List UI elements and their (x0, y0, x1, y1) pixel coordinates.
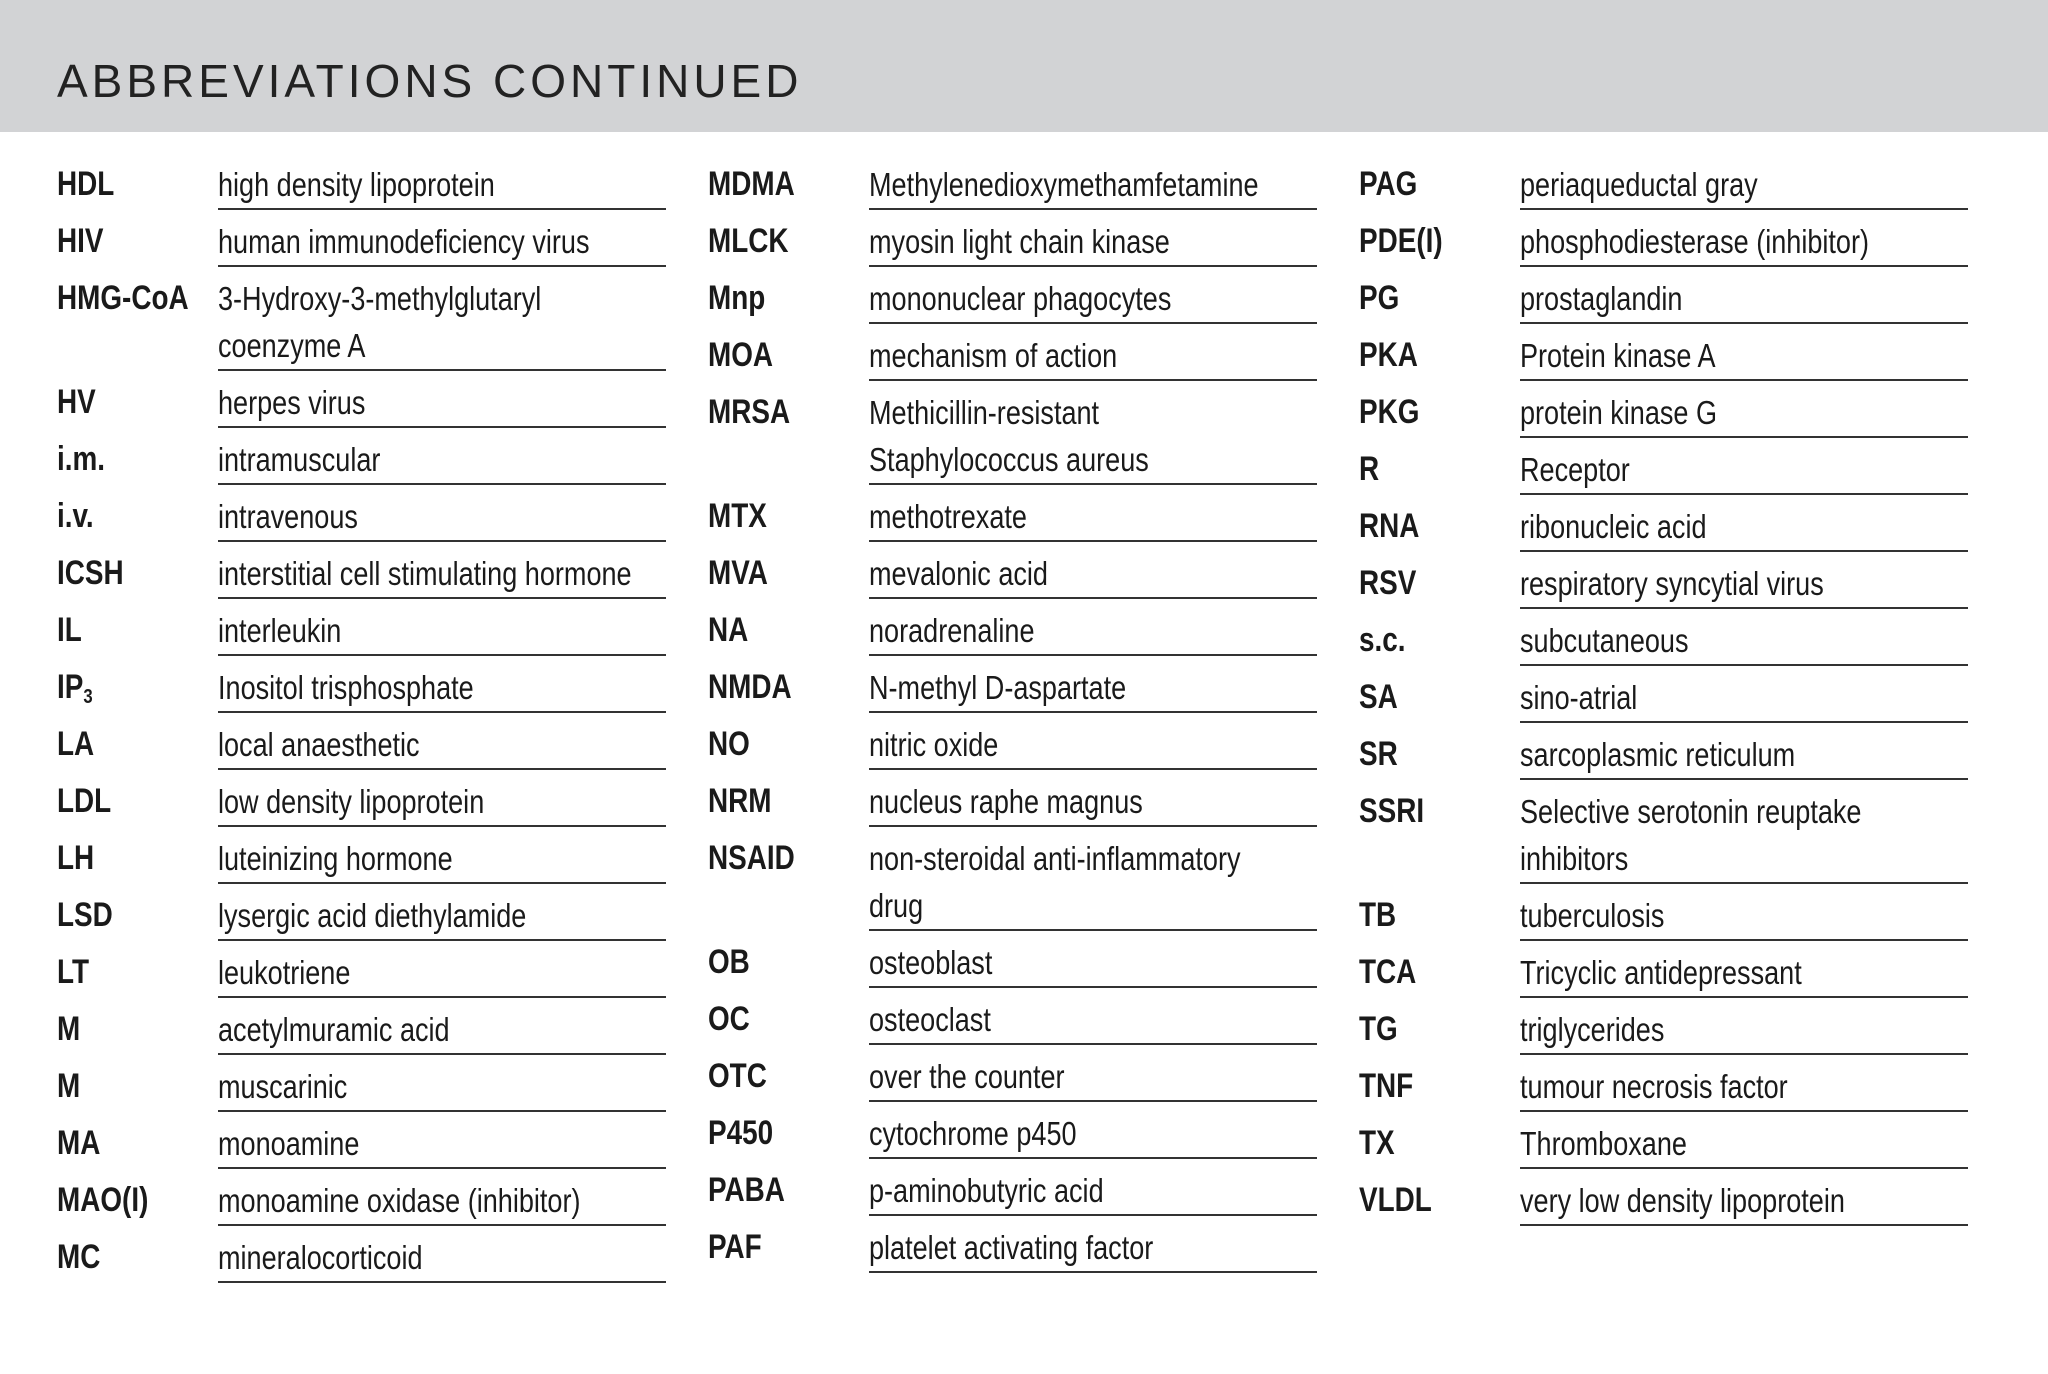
abbreviation-term (1359, 383, 1419, 435)
abbreviation-term (1359, 440, 1379, 492)
abbreviation-definition (1520, 440, 1968, 495)
abbreviation-definition (1520, 668, 1968, 723)
abbreviation-term-text: NO (708, 725, 750, 763)
abbreviation-definition (218, 943, 666, 998)
abbreviation-term (57, 658, 93, 710)
abbreviation-term (57, 772, 111, 824)
abbreviation-definition (1520, 326, 1968, 381)
abbreviation-term-text: s.c. (1359, 621, 1406, 659)
abbreviation-term-text: SSRI (1359, 792, 1425, 830)
abbreviation-definition (1520, 1000, 1968, 1055)
abbreviation-term (708, 212, 789, 264)
abbreviation-definition (1520, 886, 1968, 941)
abbreviation-definition (218, 715, 666, 770)
abbreviation-term (57, 487, 94, 539)
abbreviation-term (1359, 1000, 1398, 1052)
definition-line: periaqueductal gray (1520, 166, 1758, 203)
definition-line: human immunodeficiency virus (218, 223, 590, 260)
definition-line: subcutaneous (1520, 622, 1689, 659)
definition-line: triglycerides (1520, 1011, 1665, 1048)
abbreviation-term (708, 1161, 785, 1213)
abbreviation-term-text: PAG (1359, 165, 1418, 203)
abbreviation-term (1359, 886, 1396, 938)
definition-line: sino-atrial (1520, 679, 1638, 716)
definition-line: 3-Hydroxy-3-methylglutaryl (218, 280, 542, 317)
definition-line: intravenous (218, 498, 358, 535)
abbreviation-definition (869, 933, 1317, 988)
abbreviation-definition (869, 1161, 1317, 1216)
abbreviation-term (708, 155, 795, 207)
definition-line: nucleus raphe magnus (869, 783, 1143, 820)
definition-line: intramuscular (218, 441, 381, 478)
abbreviation-term-text: RNA (1359, 507, 1420, 545)
definition-line: myosin light chain kinase (869, 223, 1170, 260)
abbreviation-definition (869, 715, 1317, 770)
abbreviation-term-text: PG (1359, 279, 1400, 317)
abbreviation-definition (869, 1218, 1317, 1273)
definition-line: monoamine oxidase (inhibitor) (218, 1182, 581, 1219)
abbreviation-definition (218, 658, 666, 713)
definition-line: noradrenaline (869, 612, 1035, 649)
definition-line: leukotriene (218, 954, 351, 991)
definition-line: muscarinic (218, 1068, 348, 1105)
abbreviation-definition (1520, 497, 1968, 552)
abbreviation-term-text: RSV (1359, 564, 1417, 602)
abbreviation-term (57, 544, 124, 596)
definition-line: osteoblast (869, 944, 993, 981)
abbreviation-definition (1520, 212, 1968, 267)
definition-line: very low density lipoprotein (1520, 1182, 1845, 1219)
abbreviation-term-text: PKA (1359, 336, 1418, 374)
abbreviation-term-text: LH (57, 839, 95, 877)
abbreviation-definition (1520, 554, 1968, 609)
definition-line: herpes virus (218, 384, 366, 421)
abbreviation-definition (869, 658, 1317, 713)
definition-line: nitric oxide (869, 726, 999, 763)
abbreviation-term (708, 933, 750, 985)
abbreviation-term (1359, 155, 1417, 207)
abbreviation-term-text: IP (57, 668, 84, 706)
abbreviation-term-text: LSD (57, 896, 113, 934)
abbreviation-term-text: TX (1359, 1124, 1395, 1162)
abbreviation-term (1359, 611, 1406, 663)
definition-line: tumour necrosis factor (1520, 1068, 1788, 1105)
abbreviation-definition (869, 269, 1317, 324)
abbreviation-definition (218, 269, 666, 371)
page-header (0, 0, 2048, 132)
abbreviation-term-text: SR (1359, 735, 1398, 773)
abbreviation-definition (218, 212, 666, 267)
abbreviation-term-text: MLCK (708, 222, 789, 260)
definition-line: ribonucleic acid (1520, 508, 1707, 545)
abbreviation-term (708, 1218, 762, 1270)
abbreviation-term-text: TCA (1359, 953, 1417, 991)
abbreviation-term-text: TG (1359, 1010, 1398, 1048)
abbreviation-definition (218, 487, 666, 542)
abbreviation-term-text: MAO(I) (57, 1181, 149, 1219)
definition-line: p-aminobutyric acid (869, 1172, 1104, 1209)
definition-line: lysergic acid diethylamide (218, 897, 527, 934)
definition-line: mononuclear phagocytes (869, 280, 1172, 317)
abbreviation-term-text: MC (57, 1238, 101, 1276)
abbreviation-term-text: LA (57, 725, 95, 763)
abbreviation-term-text: MTX (708, 497, 767, 535)
definition-line: local anaesthetic (218, 726, 420, 763)
abbreviation-definition (1520, 1114, 1968, 1169)
abbreviation-term-text: PABA (708, 1171, 785, 1209)
definition-line: Protein kinase A (1520, 337, 1716, 374)
definition-line: mevalonic acid (869, 555, 1048, 592)
abbreviation-definition (869, 1104, 1317, 1159)
abbreviation-term (1359, 554, 1416, 606)
abbreviation-term (57, 1057, 80, 1109)
abbreviation-term-text: MRSA (708, 393, 791, 431)
definition-line: non-steroidal anti-inflammatory (869, 840, 1241, 877)
abbreviation-term-text: PKG (1359, 393, 1420, 431)
abbreviation-term-text: i.v. (57, 497, 94, 535)
abbreviation-definition (1520, 1057, 1968, 1112)
abbreviation-term (1359, 725, 1398, 777)
abbreviation-term (57, 155, 114, 207)
abbreviation-term-text: MA (57, 1124, 101, 1162)
definition-line: drug (869, 887, 924, 924)
abbreviation-definition (869, 1047, 1317, 1102)
definition-line: Thromboxane (1520, 1125, 1687, 1162)
definition-line: sarcoplasmic reticulum (1520, 736, 1796, 773)
abbreviation-term-text: PAF (708, 1228, 762, 1266)
definition-line: protein kinase G (1520, 394, 1718, 431)
abbreviation-definition (869, 383, 1317, 485)
abbreviation-term (1359, 943, 1416, 995)
abbreviation-term-text: M (57, 1010, 81, 1048)
definition-line: over the counter (869, 1058, 1065, 1095)
abbreviation-definition (218, 886, 666, 941)
abbreviation-term (1359, 1171, 1432, 1223)
abbreviation-term-text: ICSH (57, 554, 124, 592)
abbreviation-term (1359, 497, 1419, 549)
abbreviation-definition (869, 601, 1317, 656)
abbreviation-definition (218, 373, 666, 428)
definition-line: mechanism of action (869, 337, 1118, 374)
definition-line: respiratory syncytial virus (1520, 565, 1824, 602)
abbreviation-term (1359, 1114, 1395, 1166)
definition-line: acetylmuramic acid (218, 1011, 450, 1048)
abbreviation-subscript: 3 (83, 686, 93, 709)
abbreviation-term-text: NSAID (708, 839, 795, 877)
abbreviation-definition (218, 544, 666, 599)
abbreviation-term (57, 269, 189, 321)
abbreviation-term-text: PDE(I) (1359, 222, 1443, 260)
abbreviation-term (708, 487, 767, 539)
abbreviation-term-text: NRM (708, 782, 772, 820)
abbreviation-term-text: TB (1359, 896, 1397, 934)
definition-line: osteoclast (869, 1001, 991, 1038)
abbreviation-term (1359, 668, 1398, 720)
abbreviation-term-text: R (1359, 450, 1380, 488)
abbreviation-term-text: VLDL (1359, 1181, 1432, 1219)
definition-line: tuberculosis (1520, 897, 1665, 934)
definition-line: interstitial cell stimulating hormone (218, 555, 632, 592)
abbreviation-definition (218, 829, 666, 884)
abbreviation-definition (869, 772, 1317, 827)
abbreviation-term-text: OB (708, 943, 750, 981)
abbreviation-definition (1520, 155, 1968, 210)
abbreviation-term (57, 943, 89, 995)
definition-line: Tricyclic antidepressant (1520, 954, 1802, 991)
definition-line: mineralocorticoid (218, 1239, 423, 1276)
abbreviation-term-text: MOA (708, 336, 774, 374)
abbreviation-term (1359, 269, 1399, 321)
abbreviation-term (708, 772, 771, 824)
abbreviation-definition (869, 829, 1317, 931)
abbreviation-term (708, 326, 773, 378)
abbreviation-term-text: M (57, 1067, 81, 1105)
abbreviation-term (708, 1104, 773, 1156)
definition-line: high density lipoprotein (218, 166, 495, 203)
abbreviation-term (708, 269, 765, 321)
definition-line: cytochrome p450 (869, 1115, 1077, 1152)
abbreviation-term (57, 212, 103, 264)
abbreviation-term-text: Mnp (708, 279, 766, 317)
definition-line: N-methyl D-aspartate (869, 669, 1127, 706)
abbreviation-definition (1520, 269, 1968, 324)
abbreviation-term (57, 886, 113, 938)
abbreviation-term-text: MDMA (708, 165, 795, 203)
abbreviation-term (57, 715, 94, 767)
definition-line: luteinizing hormone (218, 840, 453, 877)
abbreviation-definition (1520, 782, 1968, 884)
definition-line: monoamine (218, 1125, 360, 1162)
abbreviation-term (708, 658, 792, 710)
abbreviation-definition (869, 212, 1317, 267)
abbreviation-definition (218, 601, 666, 656)
abbreviation-term (57, 373, 96, 425)
abbreviation-term-text: HIV (57, 222, 104, 260)
definition-line: Methylenedioxymethamfetamine (869, 166, 1259, 203)
abbreviation-term-text: LDL (57, 782, 112, 820)
definition-line: low density lipoprotein (218, 783, 485, 820)
abbreviation-definition (1520, 383, 1968, 438)
definition-line: platelet activating factor (869, 1229, 1154, 1266)
abbreviation-term (57, 1228, 100, 1280)
abbreviation-term-text: OC (708, 1000, 750, 1038)
abbreviation-term-text: HV (57, 383, 96, 421)
abbreviation-definition (1520, 1171, 1968, 1226)
definition-line: coenzyme A (218, 327, 366, 364)
abbreviation-definition (218, 1000, 666, 1055)
abbreviation-term (708, 383, 790, 435)
abbreviation-definition (1520, 943, 1968, 998)
abbreviation-term (57, 1171, 148, 1223)
abbreviation-term (708, 1047, 767, 1099)
abbreviation-term-text: i.m. (57, 440, 106, 478)
definition-line: methotrexate (869, 498, 1027, 535)
abbreviation-definition (869, 155, 1317, 210)
abbreviation-term (708, 715, 750, 767)
abbreviation-term-text: TNF (1359, 1067, 1414, 1105)
abbreviation-definition (218, 430, 666, 485)
abbreviation-term (1359, 212, 1443, 264)
abbreviation-term (708, 829, 795, 881)
definition-line: Receptor (1520, 451, 1630, 488)
abbreviation-definition (1520, 725, 1968, 780)
definition-line: Methicillin-resistant (869, 394, 1100, 431)
abbreviation-term-text: NMDA (708, 668, 792, 706)
abbreviation-term-text: HDL (57, 165, 115, 203)
abbreviation-term (708, 544, 768, 596)
abbreviation-term (1359, 782, 1424, 834)
abbreviation-term (57, 601, 82, 653)
abbreviation-definition (218, 155, 666, 210)
abbreviation-definition (218, 1057, 666, 1112)
abbreviation-term (1359, 1057, 1413, 1109)
abbreviation-definition (218, 1171, 666, 1226)
definition-line: Inositol trisphosphate (218, 669, 474, 706)
abbreviation-term (57, 829, 94, 881)
abbreviation-term (1359, 326, 1418, 378)
abbreviation-term-text: OTC (708, 1057, 767, 1095)
page-title: ABBREVIATIONS CONTINUED (57, 55, 803, 107)
abbreviation-term-text: HMG-CoA (57, 279, 189, 317)
abbreviation-definition (869, 326, 1317, 381)
definition-line: inhibitors (1520, 840, 1629, 877)
abbreviation-term (57, 430, 105, 482)
definition-line: Staphylococcus aureus (869, 441, 1149, 478)
abbreviation-definition (869, 990, 1317, 1045)
definition-line: phosphodiesterase (inhibitor) (1520, 223, 1869, 260)
abbreviation-term (708, 990, 750, 1042)
definition-line: Selective serotonin reuptake (1520, 793, 1862, 830)
abbreviation-definition (218, 1114, 666, 1169)
abbreviation-definition (869, 544, 1317, 599)
abbreviation-term-text: LT (57, 953, 89, 991)
abbreviation-term-text: SA (1359, 678, 1398, 716)
abbreviation-term-text: MVA (708, 554, 768, 592)
abbreviation-term-text: IL (57, 611, 82, 649)
abbreviation-term-text: NA (708, 611, 749, 649)
abbreviation-definition (1520, 611, 1968, 666)
abbreviation-definition (218, 1228, 666, 1283)
abbreviation-term (708, 601, 748, 653)
abbreviation-term-text: P450 (708, 1114, 774, 1152)
abbreviation-term (57, 1114, 100, 1166)
abbreviation-term (57, 1000, 80, 1052)
abbreviation-definition (869, 487, 1317, 542)
abbreviation-definition (218, 772, 666, 827)
definition-line: prostaglandin (1520, 280, 1683, 317)
definition-line: interleukin (218, 612, 342, 649)
